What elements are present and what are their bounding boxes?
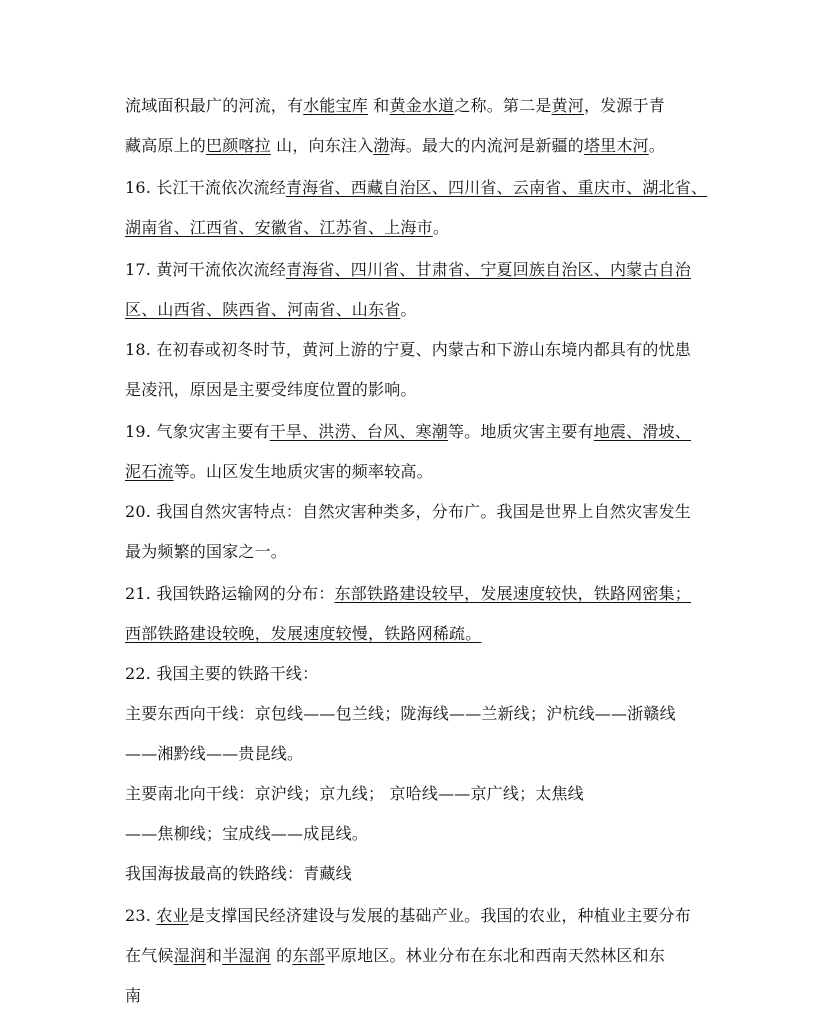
text-line bbox=[125, 135, 665, 157]
text-segment: ——湘黔线——贵昆线。 bbox=[125, 744, 304, 763]
text-segment: 21. 我国铁路运输网的分布： bbox=[125, 584, 335, 603]
text-segment: 在气候 bbox=[125, 946, 174, 965]
underlined-term: 塔里木河 bbox=[583, 136, 649, 155]
text-line bbox=[125, 299, 417, 321]
text-segment: 。 bbox=[400, 300, 417, 319]
text-segment: 是支撑国民经济建设与发展的基础产业。我国的农业，种植业主要分布 bbox=[188, 906, 691, 925]
text-segment: 南 bbox=[125, 986, 142, 1005]
underlined-term: 黄金水道 bbox=[389, 96, 455, 115]
underlined-term: 地震、滑坡、 bbox=[593, 422, 691, 441]
text-segment: 平原地区。林业分布在东北和西南天然林区和东 bbox=[324, 946, 665, 965]
underlined-term: 湖南省、江西省、安徽省、江苏省、上海市 bbox=[125, 218, 433, 237]
text-line bbox=[125, 217, 449, 239]
text-segment: 的 bbox=[270, 946, 293, 965]
text-segment: 20. 我国自然灾害特点：自然灾害种类多，分布广。我国是世界上自然灾害发生 bbox=[125, 502, 691, 521]
underlined-term: 巴颜喀拉 bbox=[206, 136, 271, 155]
underlined-term: 青海省、西藏自治区、四川省、云南省、重庆市、湖北省、 bbox=[285, 178, 708, 197]
text-segment: 藏高原上的 bbox=[125, 136, 207, 155]
text-line bbox=[125, 177, 707, 199]
text-segment: 19. 气象灾害主要有 bbox=[125, 422, 270, 441]
text-segment: 海。最大的内流河是新疆的 bbox=[389, 136, 584, 155]
underlined-term: 水能宝库 bbox=[303, 96, 369, 115]
text-line bbox=[125, 743, 303, 765]
text-line bbox=[125, 663, 318, 685]
text-line bbox=[125, 461, 433, 483]
text-segment: 主要南北向干线：京沪线；京九线； 京哈线——京广线；太焦线 bbox=[125, 784, 584, 803]
text-segment: 23. bbox=[125, 906, 157, 925]
text-segment: 18. 在初春或初冬时节，黄河上游的宁夏、内蒙古和下游山东境内都具有的忧患 bbox=[125, 340, 691, 359]
text-segment: 主要东西向干线：京包线——包兰线；陇海线——兰新线；沪杭线——浙赣线 bbox=[125, 704, 676, 723]
text-line bbox=[125, 623, 481, 645]
text-segment: 流域面积最广的河流，有 bbox=[125, 96, 304, 115]
underlined-term: 渤 bbox=[373, 136, 390, 155]
text-line bbox=[125, 945, 665, 967]
text-line bbox=[125, 95, 665, 117]
text-line bbox=[125, 259, 691, 281]
text-segment: ——焦柳线；宝成线——成昆线。 bbox=[125, 824, 369, 843]
text-segment: 。 bbox=[432, 218, 450, 237]
underlined-term: 农业 bbox=[156, 906, 189, 925]
text-segment: 山，向东注入 bbox=[270, 136, 374, 155]
underlined-term: 西部铁路建设较晚，发展速度较慢，铁路网稀疏。 bbox=[125, 624, 482, 643]
underlined-term: 半湿润 bbox=[222, 946, 271, 965]
text-segment: ，发源于青 bbox=[583, 96, 665, 115]
text-segment: 和 bbox=[206, 946, 223, 965]
text-line bbox=[125, 863, 352, 885]
underlined-term: 湿润 bbox=[173, 946, 207, 965]
text-line bbox=[125, 583, 691, 605]
text-segment: 16. 长江干流依次流经 bbox=[125, 178, 286, 197]
text-segment: 等。山区发生地质灾害的频率较高。 bbox=[173, 462, 433, 481]
text-segment: 我国海拔最高的铁路线：青藏线 bbox=[125, 864, 352, 883]
text-segment: 。 bbox=[648, 136, 665, 155]
text-line bbox=[125, 421, 691, 443]
text-segment: 17. 黄河干流依次流经 bbox=[125, 260, 286, 279]
text-line bbox=[125, 703, 676, 725]
text-line bbox=[125, 823, 368, 845]
text-segment: 等。地质灾害主要有 bbox=[447, 422, 594, 441]
text-line bbox=[125, 379, 417, 401]
text-line bbox=[125, 541, 287, 563]
text-line bbox=[125, 985, 141, 1007]
underlined-term: 东部 bbox=[292, 946, 325, 965]
text-line bbox=[125, 783, 584, 805]
text-segment: 最为频繁的国家之一。 bbox=[125, 542, 288, 561]
text-segment: 和 bbox=[368, 96, 390, 115]
underlined-term: 区、山西省、陕西省、河南省、山东省 bbox=[125, 300, 401, 319]
underlined-term: 干旱、洪涝、台风、寒潮 bbox=[269, 422, 448, 441]
text-line bbox=[125, 905, 691, 927]
text-segment: 是凌汛，原因是主要受纬度位置的影响。 bbox=[125, 380, 417, 399]
text-segment: 之称。第二是 bbox=[454, 96, 552, 115]
text-line bbox=[125, 501, 691, 523]
underlined-term: 泥石流 bbox=[125, 462, 174, 481]
underlined-term: 黄河 bbox=[551, 96, 584, 115]
text-segment: 22. 我国主要的铁路干线： bbox=[125, 664, 319, 683]
underlined-term: 东部铁路建设较早，发展速度较快，铁路网密集； bbox=[334, 584, 691, 603]
underlined-term: 青海省、四川省、甘肃省、宁夏回族自治区、内蒙古自治 bbox=[285, 260, 691, 279]
text-line bbox=[125, 339, 691, 361]
